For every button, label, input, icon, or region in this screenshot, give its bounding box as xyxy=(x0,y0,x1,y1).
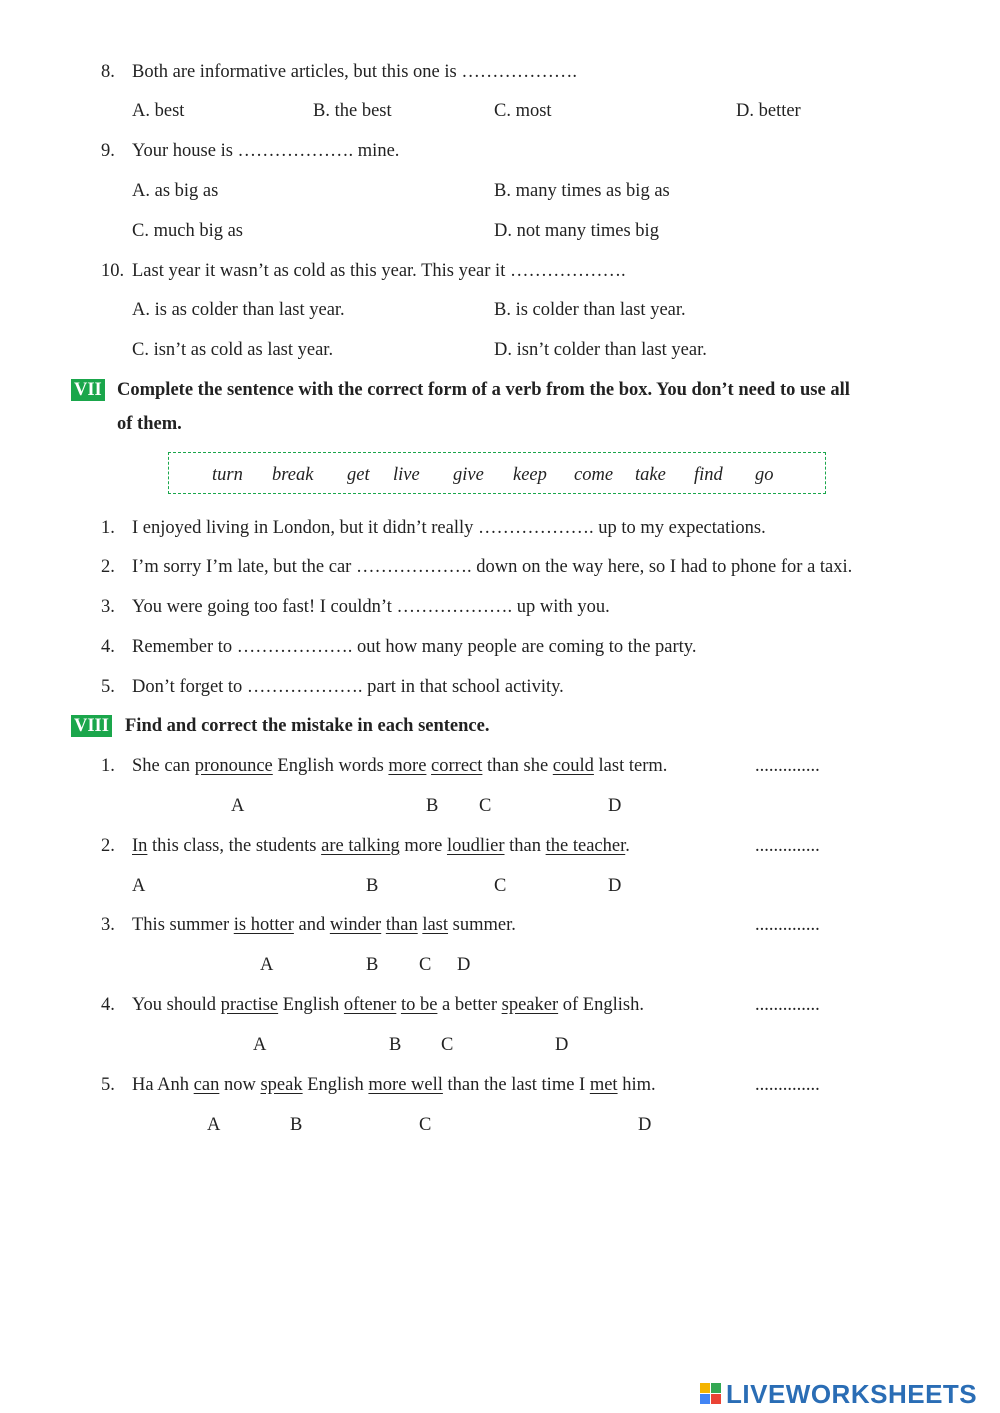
underlined-part-b: more xyxy=(388,756,427,776)
item-number: 4. xyxy=(101,637,115,657)
item-number: 1. xyxy=(101,518,115,538)
option-letter-d: D xyxy=(638,1115,652,1135)
option-letter-b: B xyxy=(290,1115,303,1135)
option-letter-c: C xyxy=(441,1035,454,1055)
underlined-part-c: than xyxy=(385,915,418,935)
question-number: 9. xyxy=(101,141,115,161)
option[interactable]: B. the best xyxy=(313,101,392,121)
option-letter-b: B xyxy=(366,876,379,896)
fill-blank-sentence[interactable]: You were going too fast! I couldn’t ………………. up with you. xyxy=(132,597,610,617)
underlined-part-a: In xyxy=(132,836,148,856)
option-letter-c: C xyxy=(479,796,492,816)
option-letter-d: D xyxy=(608,876,622,896)
fill-blank-sentence[interactable]: I’m sorry I’m late, but the car ………………. down on the way here, so I had to phone for a taxi. xyxy=(132,557,853,577)
brand-name: LIVEWORKSHEETS xyxy=(726,1378,978,1409)
option-letter-c: C xyxy=(419,1115,432,1135)
word-turn: turn xyxy=(212,465,243,485)
fill-blank-sentence[interactable]: I enjoyed living in London, but it didn’t really ………………. up to my expectations. xyxy=(132,518,766,538)
underlined-part-d: last xyxy=(422,915,449,935)
question-number: 8. xyxy=(101,62,115,82)
word-box xyxy=(168,452,826,494)
underlined-part-b: are talking xyxy=(321,836,400,856)
option[interactable]: C. most xyxy=(494,101,552,121)
word-come: come xyxy=(574,465,614,485)
answer-blank[interactable]: .............. xyxy=(755,1075,820,1095)
question-text: Last year it wasn’t as cold as this year. This year it ………………. xyxy=(132,261,626,281)
question-text: Your house is ………………. mine. xyxy=(132,141,400,161)
option-letter-c: C xyxy=(419,955,432,975)
underlined-part-a: pronounce xyxy=(194,756,273,776)
option-letter-c: C xyxy=(494,876,507,896)
option[interactable]: C. isn’t as cold as last year. xyxy=(132,340,334,360)
word-keep: keep xyxy=(513,465,547,485)
option-letter-a: A xyxy=(231,796,245,816)
underlined-part-b: winder xyxy=(329,915,382,935)
option-letter-d: D xyxy=(555,1035,569,1055)
underlined-part-d: could xyxy=(552,756,594,776)
option-letter-d: D xyxy=(457,955,471,975)
underlined-part-c: correct xyxy=(431,756,483,776)
underlined-part-a: practise xyxy=(220,995,279,1015)
option[interactable]: A. as big as xyxy=(132,181,219,201)
underlined-part-c: loudlier xyxy=(446,836,505,856)
section-badge: VIII xyxy=(71,715,112,737)
option-letter-b: B xyxy=(366,955,379,975)
option[interactable]: B. many times as big as xyxy=(494,181,670,201)
item-number: 5. xyxy=(101,677,115,697)
option[interactable]: D. isn’t colder than last year. xyxy=(494,340,707,360)
item-number: 3. xyxy=(101,915,115,935)
underlined-part-c: more well xyxy=(368,1075,443,1095)
word-get: get xyxy=(347,465,370,485)
section-title-continued: of them. xyxy=(117,414,182,434)
question-text: Both are informative articles, but this one is ………………. xyxy=(132,62,577,82)
option[interactable]: B. is colder than last year. xyxy=(494,300,686,320)
option-letter-a: A xyxy=(132,876,146,896)
answer-blank[interactable]: .............. xyxy=(755,915,820,935)
word-go: go xyxy=(755,465,774,485)
answer-blank[interactable]: .............. xyxy=(755,836,820,856)
answer-blank[interactable]: .............. xyxy=(755,756,820,776)
underlined-part-a: is hotter xyxy=(233,915,294,935)
option[interactable]: A. best xyxy=(132,101,185,121)
word-live: live xyxy=(393,465,420,485)
error-sentence: In this class, the students are talking more loudlier than the teacher. xyxy=(132,836,630,856)
question-number: 10. xyxy=(101,261,125,281)
option-letter-b: B xyxy=(426,796,439,816)
answer-blank[interactable]: .............. xyxy=(755,995,820,1015)
fill-blank-sentence[interactable]: Remember to ………………. out how many people are coming to the party. xyxy=(132,637,697,657)
underlined-part-d: met xyxy=(589,1075,618,1095)
word-give: give xyxy=(453,465,484,485)
item-number: 4. xyxy=(101,995,115,1015)
underlined-part-c: to be xyxy=(400,995,438,1015)
option[interactable]: D. not many times big xyxy=(494,221,659,241)
option-letter-d: D xyxy=(608,796,622,816)
underlined-part-a: can xyxy=(193,1075,220,1095)
underlined-part-b: speak xyxy=(260,1075,303,1095)
error-sentence: This summer is hotter and winder than last summer. xyxy=(132,915,516,935)
option-letter-a: A xyxy=(260,955,274,975)
item-number: 2. xyxy=(101,557,115,577)
error-sentence: She can pronounce English words more correct than she could last term. xyxy=(132,756,668,776)
section-title: Find and correct the mistake in each sentence. xyxy=(125,716,490,736)
option[interactable]: A. is as colder than last year. xyxy=(132,300,345,320)
option-letter-a: A xyxy=(253,1035,267,1055)
error-sentence: You should practise English oftener to be a better speaker of English. xyxy=(132,995,644,1015)
fill-blank-sentence[interactable]: Don’t forget to ………………. part in that school activity. xyxy=(132,677,564,697)
underlined-part-b: oftener xyxy=(343,995,397,1015)
option-letter-b: B xyxy=(389,1035,402,1055)
item-number: 3. xyxy=(101,597,115,617)
error-sentence: Ha Anh can now speak English more well than the last time I met him. xyxy=(132,1075,656,1095)
option-letter-a: A xyxy=(207,1115,221,1135)
underlined-part-d: speaker xyxy=(501,995,559,1015)
section-title: Complete the sentence with the correct form of a verb from the box. You don’t need to use all xyxy=(117,380,850,400)
word-take: take xyxy=(635,465,666,485)
option[interactable]: D. better xyxy=(736,101,801,121)
liveworksheets-logo[interactable] xyxy=(700,1378,977,1410)
item-number: 2. xyxy=(101,836,115,856)
word-break: break xyxy=(272,465,314,485)
item-number: 5. xyxy=(101,1075,115,1095)
liveworksheets-logo-icon xyxy=(700,1383,722,1405)
section-badge: VII xyxy=(71,379,105,401)
option[interactable]: C. much big as xyxy=(132,221,243,241)
underlined-part-d: the teacher xyxy=(545,836,626,856)
item-number: 1. xyxy=(101,756,115,776)
word-find: find xyxy=(694,465,723,485)
